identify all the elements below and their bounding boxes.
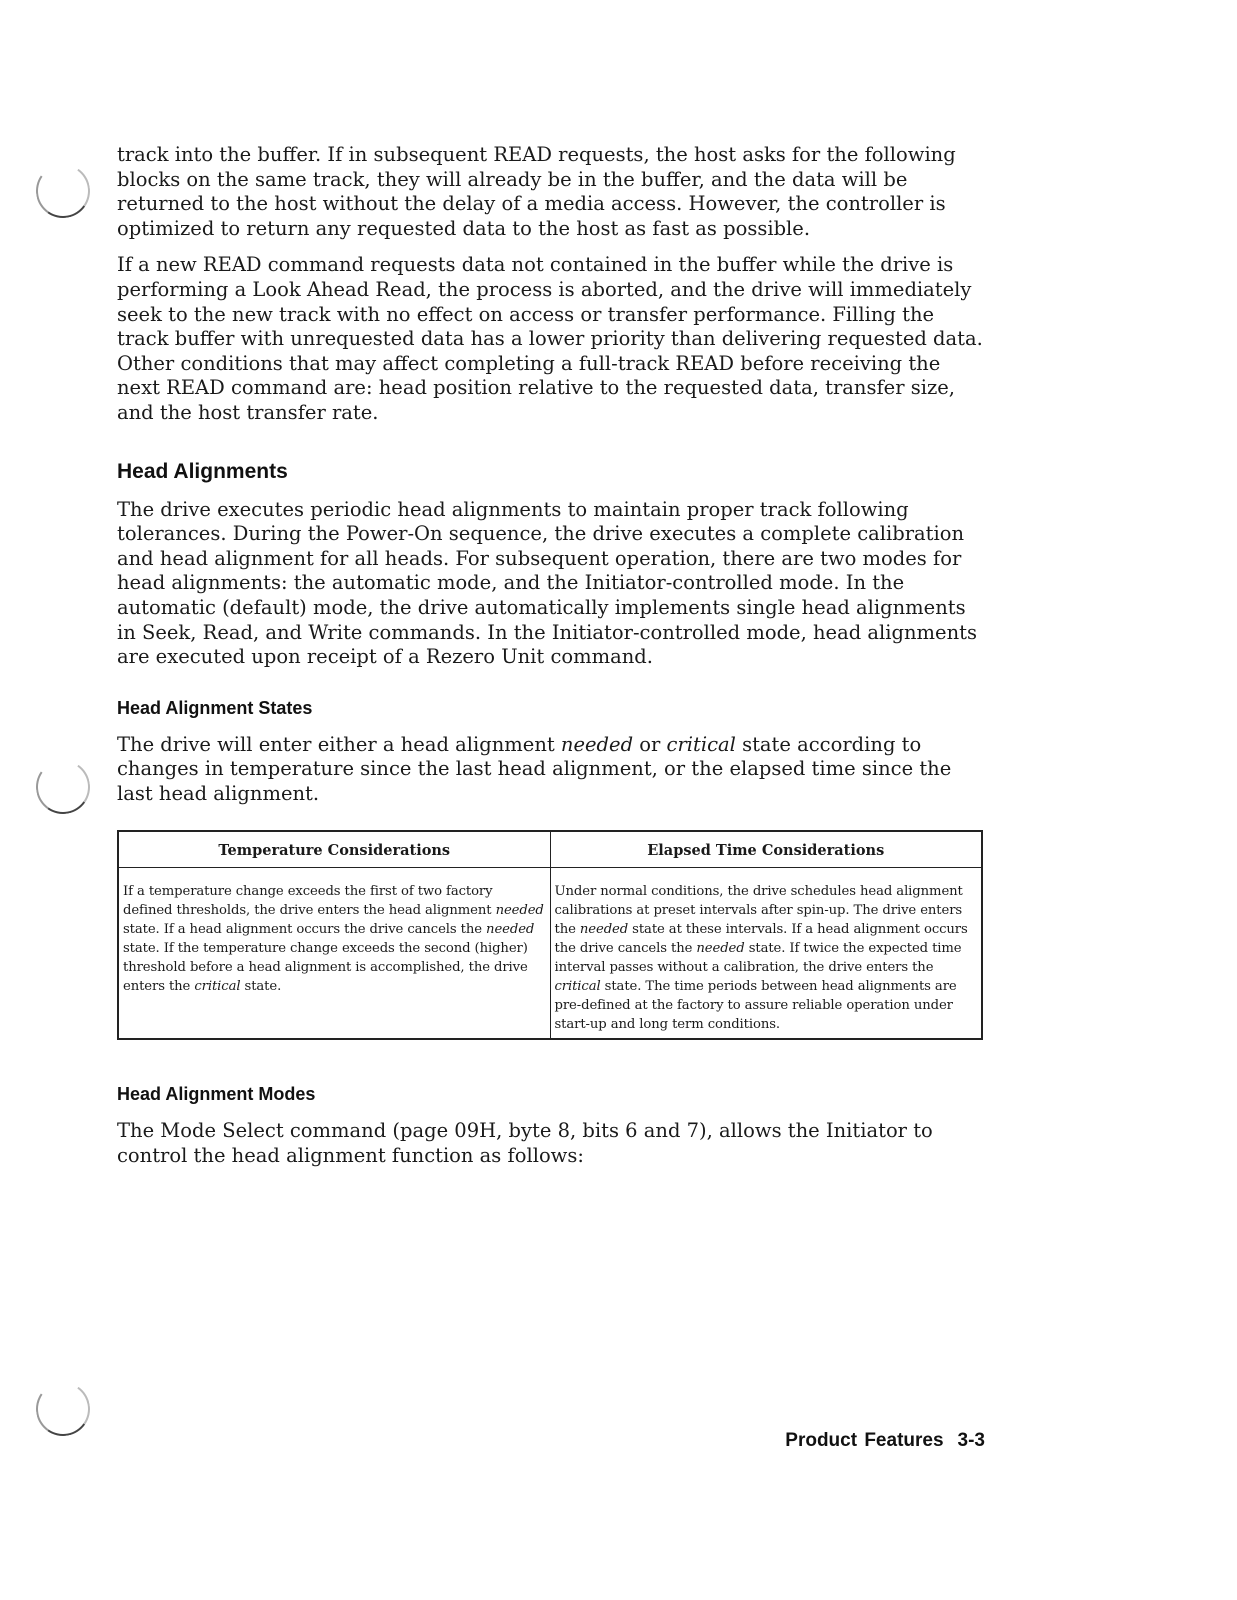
table-cell-temperature: If a temperature change exceeds the first of two factory defined thresholds, the drive enters the head alignment needed state. If a head alignment occurs the drive cancels the needed state. If the temperature change exceeds the second (higher) threshold before a head alignment is accomplished, the drive enters the critical state. [118,868,550,1040]
table-header-temperature: Temperature Considerations [118,831,550,868]
considerations-table [117,830,983,1040]
footer-section-title: Product Features [785,1430,944,1451]
page-footer [785,1430,985,1452]
binder-hole-middle [32,756,95,819]
heading-head-alignment-states: Head Alignment States [117,697,313,718]
paragraph-head-alignment-modes: The Mode Select command (page 09H, byte 8, bits 6 and 7), allows the Initiator to control the head alignment function as follows: [117,1119,933,1168]
heading-head-alignments: Head Alignments [117,459,288,483]
paragraph-head-alignments: The drive executes periodic head alignments to maintain proper track following tolerances. During the Power-On sequence, the drive executes a complete calibration and head alignment for all heads. For subsequent operation, there are two modes for head alignments: the automatic mode, and the Initiator-controlled mode. In the automatic (default) mode, the drive automatically implements single head alignments in Seek, Read, and Write commands. In the Initiator-controlled mode, head alignments are executed upon receipt of a Rezero Unit command. [117,497,977,669]
binder-hole-top [32,160,95,223]
footer-page-number: 3-3 [957,1430,985,1451]
heading-head-alignment-modes: Head Alignment Modes [117,1084,316,1105]
paragraph-buffer: track into the buffer. If in subsequent READ requests, the host asks for the following blocks on the same track, they will already be in the buffer, and the data will be returned to the host without the delay of a media access. However, the controller is optimized to return any requested data to the host as fast as possible. [117,143,956,240]
table-header-elapsed-time: Elapsed Time Considerations [550,831,982,868]
table-cell-elapsed-time: Under normal conditions, the drive schedules head alignment calibrations at preset intervals after spin-up. The drive enters the needed state at these intervals. If a head alignment occurs the drive cancels the needed state. If twice the expected time interval passes without a calibration, the drive enters the critical state. The time periods between head alignments are pre-defined at the factory to assure reliable operation under start-up and long term conditions. [550,868,982,1040]
paragraph-look-ahead-read: If a new READ command requests data not contained in the buffer while the drive is performing a Look Ahead Read, the process is aborted, and the drive will immediately seek to the new track with no effect on access or transfer performance. Filling the track buffer with unrequested data has a lower priority than delivering requested data. Other conditions that may affect completing a full-track READ before receiving the next READ command are: head position relative to the requested data, transfer size, and the host transfer rate. [117,253,983,424]
page-content [117,143,987,1169]
paragraph-head-alignment-states: The drive will enter either a head alignment needed or critical state according to changes in temperature since the last head alignment, or the elapsed time since the last head alignment. [117,732,952,805]
binder-hole-bottom [32,1378,95,1441]
